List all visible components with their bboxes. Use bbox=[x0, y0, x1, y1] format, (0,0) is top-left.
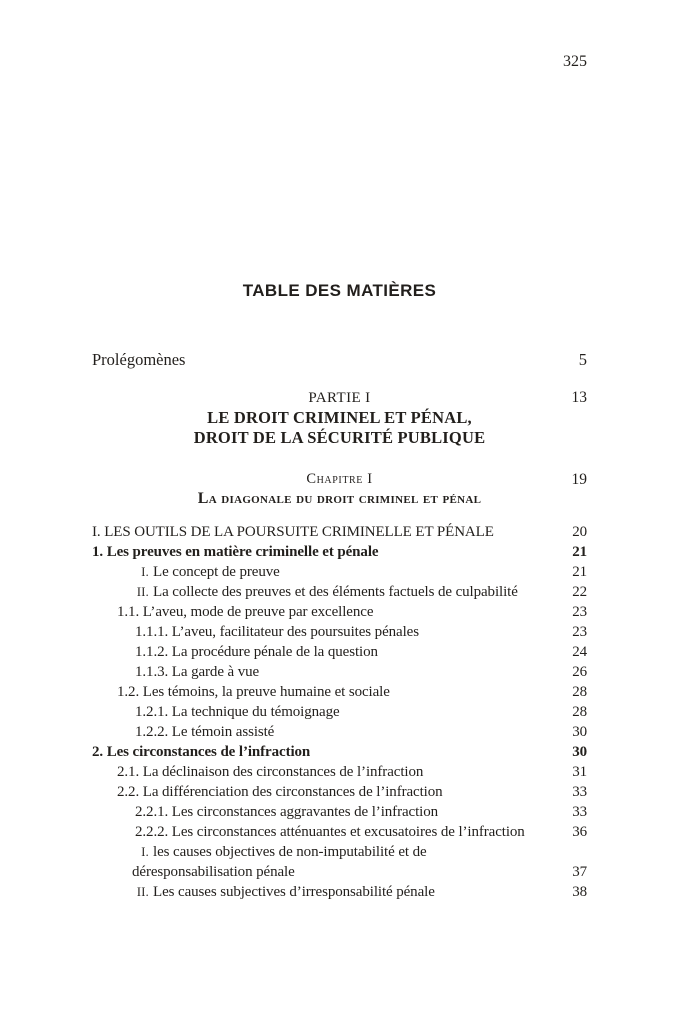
toc-entry bbox=[92, 662, 587, 682]
toc-entry-page: 38 bbox=[572, 884, 587, 900]
toc-entry bbox=[92, 842, 587, 862]
toc-entry-text: 1.1.2. La procédure pénale de la question bbox=[135, 644, 378, 660]
prologue-entry bbox=[92, 350, 587, 370]
toc-entry bbox=[92, 622, 587, 642]
toc-entry-page: 23 bbox=[572, 624, 587, 640]
toc-entry-text: 1.2. Les témoins, la preuve humaine et sociale bbox=[117, 684, 390, 700]
toc-entry-text: 1.1. L’aveu, mode de preuve par excellence bbox=[117, 604, 374, 620]
toc-entry-text: 2.2.2. Les circonstances atténuantes et excusatoires de l’infraction bbox=[135, 824, 525, 840]
toc-entry-page: 28 bbox=[572, 684, 587, 700]
toc-entry-label bbox=[92, 862, 295, 882]
toc-entry-page: 30 bbox=[572, 744, 587, 760]
toc-list bbox=[92, 522, 587, 902]
toc-entry-text: 2.1. La déclinaison des circonstances de l’infraction bbox=[117, 764, 424, 780]
toc-entry-label bbox=[92, 602, 373, 622]
toc-entry-label bbox=[92, 542, 378, 562]
toc-entry-label bbox=[92, 742, 310, 762]
toc-entry-label bbox=[92, 782, 443, 802]
toc-entry bbox=[92, 742, 587, 762]
toc-entry bbox=[92, 782, 587, 802]
part-block bbox=[92, 388, 587, 448]
toc-entry-label bbox=[92, 882, 435, 902]
toc-entry-label bbox=[92, 762, 423, 782]
toc-entry bbox=[92, 642, 587, 662]
toc-entry-page: 21 bbox=[572, 544, 587, 560]
toc-entry-page: 26 bbox=[572, 664, 587, 680]
chapter-heading-row bbox=[92, 470, 587, 488]
toc-entry-text: 1. Les preuves en matière criminelle et pénale bbox=[92, 544, 379, 560]
toc-entry-label bbox=[92, 722, 274, 742]
toc-entry-text: 2.2. La différenciation des circonstances de l’infraction bbox=[117, 784, 443, 800]
toc-entry bbox=[92, 602, 587, 622]
toc-entry-text: déresponsabilisation pénale bbox=[132, 864, 295, 880]
toc-entry-label bbox=[92, 682, 390, 702]
prologue-page: 5 bbox=[578, 350, 587, 369]
toc-entry-page: 31 bbox=[572, 764, 587, 780]
toc-entry-text: 1.2.2. Le témoin assisté bbox=[135, 724, 275, 740]
toc-entry-text: les causes objectives de non-imputabilité et de bbox=[153, 844, 427, 860]
part-title-line-1: LE DROIT CRIMINEL ET PÉNAL, bbox=[207, 408, 472, 427]
toc-entry-page: 33 bbox=[572, 804, 587, 820]
toc-entry-page: 21 bbox=[572, 564, 587, 580]
toc-entry-page: 30 bbox=[572, 724, 587, 740]
toc-entry bbox=[92, 562, 587, 582]
toc-entry bbox=[92, 702, 587, 722]
toc-entry-page: 24 bbox=[572, 644, 587, 660]
toc-entry bbox=[92, 822, 587, 842]
toc-entry bbox=[92, 722, 587, 742]
page-title: TABLE DES MATIÈRES bbox=[242, 281, 437, 300]
toc-entry-label bbox=[92, 702, 340, 722]
part-title-line-2: DROIT DE LA SÉCURITÉ PUBLIQUE bbox=[193, 428, 486, 447]
chapter-page: 19 bbox=[571, 471, 587, 488]
toc-entry bbox=[92, 862, 587, 882]
toc-entry bbox=[92, 802, 587, 822]
part-heading-row bbox=[92, 388, 587, 408]
part-page: 13 bbox=[571, 389, 587, 406]
toc-entry-text: 2. Les circonstances de l’infraction bbox=[92, 744, 311, 760]
toc-entry-label bbox=[92, 522, 494, 542]
toc-entry-page: 33 bbox=[572, 784, 587, 800]
toc-entry-label bbox=[92, 842, 427, 862]
toc-entry-text: 1.1.3. La garde à vue bbox=[135, 664, 260, 680]
page-number: 325 bbox=[563, 53, 587, 70]
toc-entry-label bbox=[92, 562, 280, 582]
toc-entry-text: 1.2.1. La technique du témoignage bbox=[135, 704, 340, 720]
toc-entry-label bbox=[92, 822, 525, 842]
toc-entry-label bbox=[92, 622, 419, 642]
toc-entry bbox=[92, 582, 587, 602]
toc-entry-page: 28 bbox=[572, 704, 587, 720]
toc-entry-label bbox=[92, 802, 438, 822]
toc-entry-text: La collecte des preuves et des éléments factuels de culpabilité bbox=[153, 584, 518, 600]
toc-entry-label bbox=[92, 582, 518, 602]
chapter-heading: Chapitre I bbox=[306, 471, 373, 487]
toc-entry-prefix: I. bbox=[141, 845, 149, 859]
toc-entry-page: 22 bbox=[572, 584, 587, 600]
toc-entry-prefix: I. bbox=[141, 565, 149, 579]
toc-entry-label bbox=[92, 642, 378, 662]
toc-entry-text: 1.1.1. L’aveu, facilitateur des poursuites pénales bbox=[135, 624, 419, 640]
toc-entry-page: 20 bbox=[572, 524, 587, 540]
toc-entry-prefix: II. bbox=[136, 885, 149, 899]
toc-entry-page: 37 bbox=[572, 864, 587, 880]
toc-entry bbox=[92, 762, 587, 782]
toc-entry bbox=[92, 542, 587, 562]
prologue-label: Prolégomènes bbox=[92, 350, 186, 369]
toc-entry bbox=[92, 522, 587, 542]
toc-entry-text: I. LES OUTILS DE LA POURSUITE CRIMINELLE ET PÉNALE bbox=[92, 524, 494, 540]
toc-entry-label bbox=[92, 662, 259, 682]
toc-entry-text: 2.2.1. Les circonstances aggravantes de l’infraction bbox=[135, 804, 439, 820]
toc-entry-text: Le concept de preuve bbox=[153, 564, 280, 580]
toc-entry-page: 36 bbox=[572, 824, 587, 840]
toc-entry bbox=[92, 882, 587, 902]
chapter-title: La diagonale du droit criminel et pénal bbox=[197, 490, 482, 507]
toc-entry-page: 23 bbox=[572, 604, 587, 620]
toc-entry-text: Les causes subjectives d’irresponsabilité pénale bbox=[153, 884, 435, 900]
toc-entry-prefix: II. bbox=[136, 585, 149, 599]
part-heading: PARTIE I bbox=[308, 390, 371, 406]
chapter-block bbox=[92, 470, 587, 509]
toc-entry bbox=[92, 682, 587, 702]
